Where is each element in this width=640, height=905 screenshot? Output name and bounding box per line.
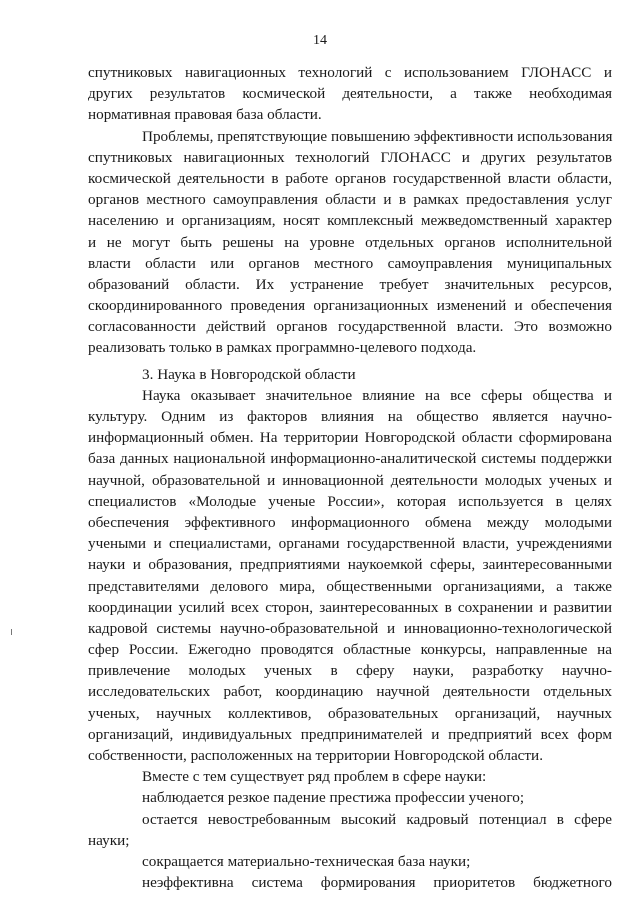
text-line: органов местного самоуправления области и в рамках предоставления услуг <box>88 191 612 209</box>
paragraph <box>88 385 612 766</box>
text-line: учеными и специалистами, органами государственной власти, учреждениями <box>88 535 612 553</box>
text-line: и не могут быть решены на уровне отдельных органов исполнительной <box>88 233 612 251</box>
paragraph <box>88 62 612 126</box>
text-line: образований области. Их устранение требует значительных ресурсов, <box>88 275 612 293</box>
list-item: неэффективна система формирования приоритетов бюджетного <box>142 874 612 892</box>
list-item: наблюдается резкое падение престижа профессии ученого; <box>142 789 525 807</box>
page-number: 14 <box>313 33 327 48</box>
text-line: собственности, расположенных на территории Новгородской области. <box>88 747 543 764</box>
text-line: космической деятельности в работе органов государственной власти области, <box>88 169 612 187</box>
document-body <box>88 62 612 893</box>
paragraph: Вместе с тем существует ряд проблем в сфере науки: <box>142 768 487 786</box>
text-line: остается невостребованным высокий кадровый потенциал в сфере <box>142 810 612 828</box>
text-line: спутниковых навигационных технологий ГЛОНАСС и других результатов <box>88 148 612 166</box>
text-line: организаций, индивидуальных предпринимателей и предприятий всех форм <box>88 725 612 743</box>
text-line: привлечение молодых ученых в сферу науки, разработку научно- <box>88 662 612 680</box>
text-line: согласованности действий органов государственной власти. Это возможно <box>88 318 612 336</box>
text-line: представителями делового мира, общественными организациями, а также <box>88 577 612 595</box>
text-line: культуру. Одним из факторов влияния на общество является научно- <box>88 408 612 425</box>
text-line: ученых, научных коллективов, образовательных организаций, научных <box>88 704 612 722</box>
scan-artifact <box>11 629 12 635</box>
text-line: Проблемы, препятствующие повышению эффективности использования <box>142 127 613 145</box>
text-line: сфер России. Ежегодно проводятся областные конкурсы, направленные на <box>88 641 612 659</box>
text-line: информационный обмен. На территории Новгородской области сформирована <box>88 429 612 447</box>
list-item: сокращается материально-техническая база науки; <box>142 852 471 870</box>
text-line: координации усилий всех сторон, заинтересованных в сохранении и развитии <box>88 598 612 616</box>
text-line: спутниковых навигационных технологий с использованием ГЛОНАСС и <box>88 64 612 81</box>
text-line: нормативная правовая база области. <box>88 106 322 124</box>
text-line: исследовательских работ, координацию научной деятельности отдельных <box>88 683 612 701</box>
text-line: Наука оказывает значительное влияние на все сферы общества и <box>142 386 612 404</box>
text-line: других результатов космической деятельности, а также необходимая <box>88 85 612 103</box>
list-item <box>88 809 612 851</box>
text-line: власти области или органов местного самоуправления муниципальных <box>88 254 612 272</box>
text-line: науки; <box>88 831 130 849</box>
text-line: кадровой системы научно-образовательной и инновационно-технологической <box>88 619 612 637</box>
section-heading: 3. Наука в Новгородской области <box>142 365 356 383</box>
text-line: населению и организациям, носят комплексный межведомственный характер <box>88 212 612 230</box>
text-line: обеспечения эффективного информационного обмена между молодыми <box>88 513 612 531</box>
text-line: база данных национальной информационно-аналитической системы поддержки <box>88 450 612 468</box>
paragraph <box>88 126 612 359</box>
text-line: реализовать только в рамках программно-целевого подхода. <box>88 339 477 357</box>
text-line: специалистов «Молодые ученые России», которая используется в целях <box>88 492 612 510</box>
text-line: науки и образования, предприятиями наукоемкой сферы, заинтересованными <box>88 556 612 574</box>
text-line: научной, образовательной и инновационной деятельности молодых ученых и <box>88 471 612 489</box>
text-line: скоординированного проведения организационных изменений и обеспечения <box>88 297 612 315</box>
